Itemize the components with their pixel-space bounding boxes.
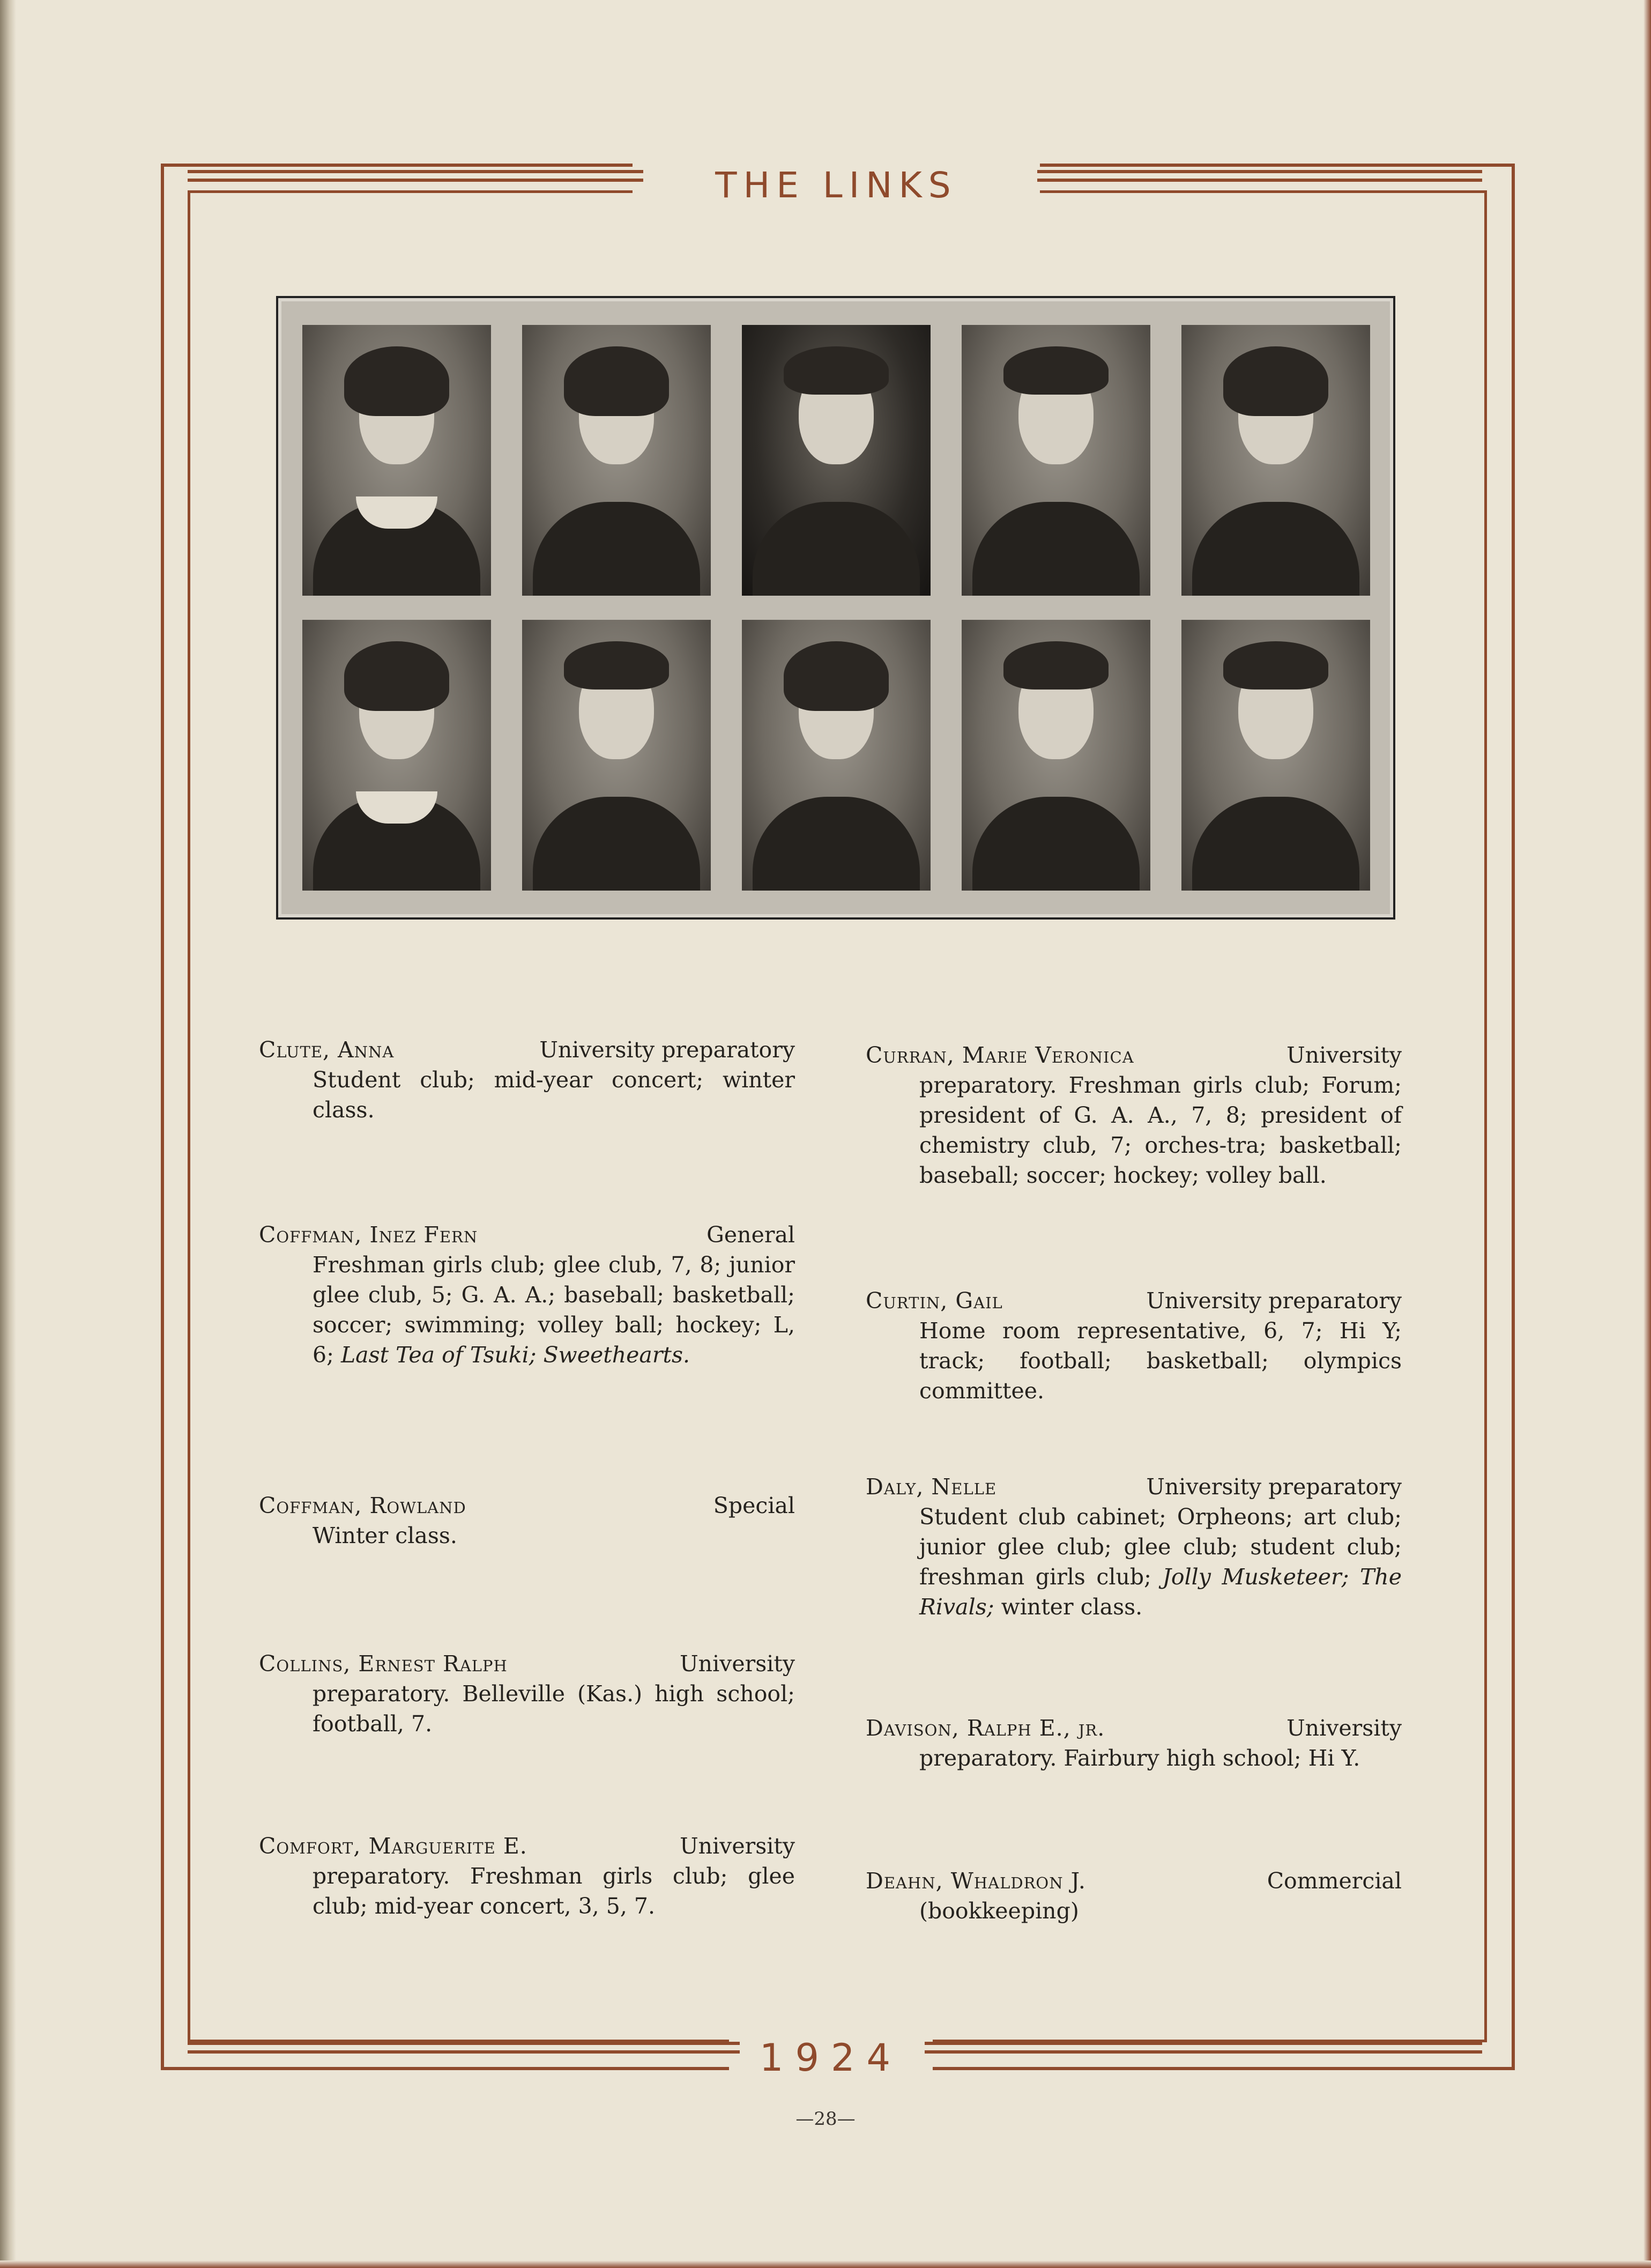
binding-edge-bottom bbox=[0, 2260, 1651, 2268]
student-course: Commercial bbox=[1267, 1868, 1402, 1894]
header-rule-left bbox=[188, 170, 643, 173]
student-activities: preparatory. Belleville (Kas.) high school; football, 7. bbox=[313, 1681, 795, 1737]
student-course: University bbox=[680, 1833, 795, 1859]
header-rule-right bbox=[1037, 170, 1482, 173]
student-entry bbox=[259, 1220, 795, 1370]
student-course: University bbox=[680, 1651, 795, 1677]
student-name: Coffman, Rowland bbox=[259, 1493, 466, 1518]
student-name: Daly, Nelle bbox=[866, 1474, 997, 1500]
student-course: University preparatory bbox=[539, 1037, 795, 1063]
student-entry bbox=[259, 1649, 795, 1739]
student-entry bbox=[866, 1472, 1402, 1622]
student-course: General bbox=[706, 1222, 795, 1248]
student-activities: preparatory. Fairbury high school; Hi Y. bbox=[919, 1745, 1360, 1771]
portrait bbox=[962, 620, 1150, 891]
student-name: Deahn, Whaldron J. bbox=[866, 1868, 1086, 1894]
student-course: University preparatory bbox=[1146, 1288, 1402, 1314]
student-entry bbox=[259, 1831, 795, 1921]
header-rule-left-2 bbox=[188, 179, 643, 182]
footer-rule-left bbox=[188, 2042, 740, 2045]
student-course: University bbox=[1286, 1715, 1402, 1741]
student-entry bbox=[866, 1286, 1402, 1406]
student-entry bbox=[259, 1035, 795, 1125]
student-activities: Home room representative, 6, 7; Hi Y; track; football; basketball; olympics committee. bbox=[919, 1318, 1402, 1404]
portrait bbox=[1181, 325, 1370, 596]
portrait bbox=[302, 325, 491, 596]
student-activities: Student club; mid-year concert; winter class. bbox=[313, 1067, 795, 1123]
student-course: University bbox=[1286, 1042, 1402, 1068]
portrait bbox=[522, 325, 711, 596]
portrait-grid bbox=[276, 296, 1395, 920]
student-activities: (bookkeeping) bbox=[919, 1898, 1079, 1924]
student-activities: preparatory. Freshman girls club; glee club; mid-year concert, 3, 5, 7. bbox=[313, 1863, 795, 1919]
student-activities: Student club cabinet; Orpheons; art club; junior glee club; glee club; student club; freshman girls club; Jolly Musketeer; The Rivals; winter class. bbox=[919, 1504, 1402, 1620]
portrait bbox=[742, 325, 931, 596]
student-entry bbox=[866, 1040, 1402, 1190]
page-number: —28— bbox=[795, 2108, 856, 2130]
student-activities: Freshman girls club; glee club, 7, 8; junior glee club, 5; G. A. A.; baseball; basketball; soccer; swimming; volley ball; hockey; L, 6; Last Tea of Tsuki; Sweethearts. bbox=[313, 1252, 795, 1368]
binding-edge-left bbox=[0, 0, 16, 2268]
student-name: Comfort, Marguerite E. bbox=[259, 1833, 527, 1859]
footer-rule-right-2 bbox=[925, 2050, 1482, 2054]
student-entry bbox=[866, 1866, 1402, 1926]
student-entry bbox=[866, 1713, 1402, 1773]
student-name: Curtin, Gail bbox=[866, 1288, 1003, 1314]
student-name: Collins, Ernest Ralph bbox=[259, 1651, 508, 1677]
portrait bbox=[962, 325, 1150, 596]
portrait bbox=[302, 620, 491, 891]
portrait bbox=[1181, 620, 1370, 891]
page-header-title: THE LINKS bbox=[715, 165, 957, 206]
student-name: Coffman, Inez Fern bbox=[259, 1222, 478, 1248]
student-course: University preparatory bbox=[1146, 1474, 1402, 1500]
portrait bbox=[522, 620, 711, 891]
student-name: Clute, Anna bbox=[259, 1037, 395, 1063]
footer-rule-right bbox=[925, 2042, 1482, 2045]
student-name: Curran, Marie Veronica bbox=[866, 1042, 1134, 1068]
student-activities: preparatory. Freshman girls club; Forum; president of G. A. A., 7, 8; president of chemistry club, 7; orches-tra; basketball; baseball; soccer; hockey; volley ball. bbox=[919, 1072, 1402, 1188]
binding-edge-right bbox=[1643, 0, 1651, 2268]
footer-year: 1924 bbox=[759, 2036, 903, 2080]
portrait bbox=[742, 620, 931, 891]
header-rule-right-2 bbox=[1037, 179, 1482, 182]
student-name: Davison, Ralph E., jr. bbox=[866, 1715, 1105, 1741]
student-course: Special bbox=[713, 1493, 795, 1518]
student-entry bbox=[259, 1491, 795, 1551]
student-activities: Winter class. bbox=[313, 1523, 457, 1548]
footer-rule-left-2 bbox=[188, 2050, 740, 2054]
